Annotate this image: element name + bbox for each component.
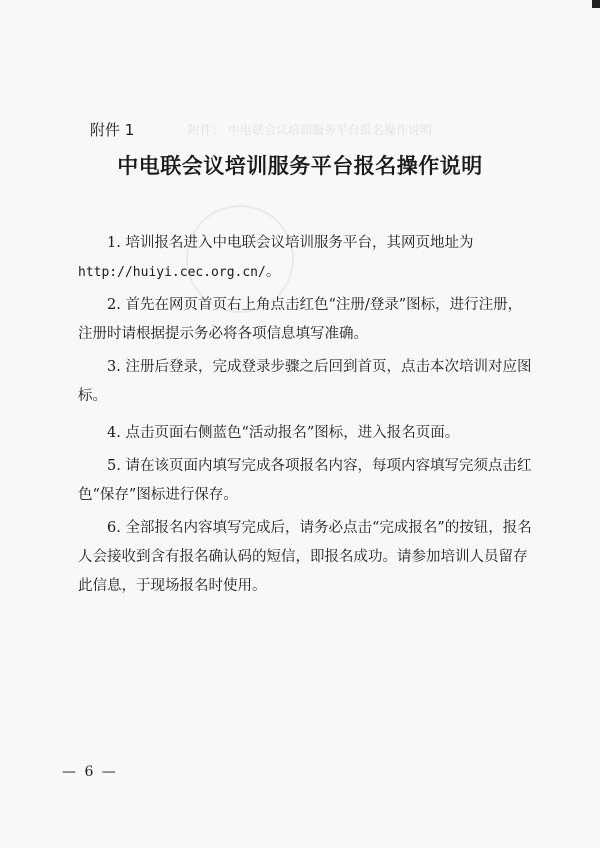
step-1	[78, 229, 536, 287]
attachment-label: 附件 1	[90, 121, 135, 139]
document-title: 中电联会议培训服务平台报名操作说明	[117, 154, 483, 178]
platform-url: http://huiyi.cec.org.cn/	[78, 265, 266, 280]
page-number: — 6 —	[62, 764, 118, 780]
step-5: 5. 请在该页面内填写完成各项报名内容，每项内容填写完须点击红色“保存”图标进行保存。	[78, 458, 532, 503]
bleed-through-text: 附件： 中电联会议培训服务平台报名操作说明	[188, 123, 432, 137]
step-4: 4. 点击页面右侧蓝色“活动报名”图标，进入报名页面。	[107, 425, 460, 441]
scan-artifact	[592, 0, 600, 8]
step-2: 2. 首先在网页首页右上角点击红色“注册/登录”图标，进行注册，注册时请根据提示务必将各项信息填写准确。	[78, 297, 523, 342]
step-6: 6. 全部报名内容填写完成后，请务必点击“完成报名”的按钮，报名人会接收到含有报名确认码的短信，即报名成功。请参加培训人员留存此信息，于现场报名时使用。	[78, 520, 532, 594]
step-3: 3. 注册后登录，完成登录步骤之后回到首页，点击本次培训对应图标。	[78, 359, 532, 404]
step-1-tail: 。	[265, 264, 281, 280]
step-1-text: 1. 培训报名进入中电联会议培训服务平台，其网页地址为	[107, 235, 474, 251]
